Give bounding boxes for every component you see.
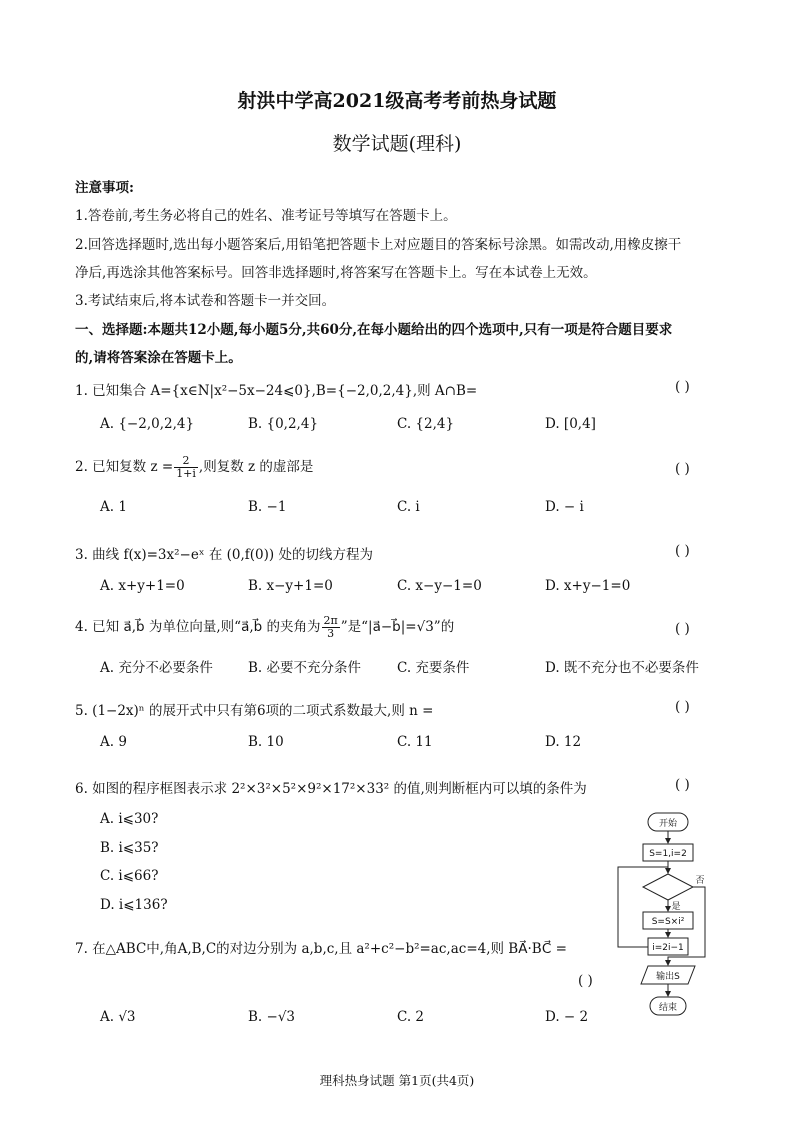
notice-heading: 注意事项:	[75, 180, 134, 196]
notice-item: 2.回答选择题时,选出每小题答案后,用铅笔把答题卡上对应题目的答案标号涂黑。如需改动,用橡皮擦干	[75, 237, 682, 253]
page-footer: 理科热身试题 第1页(共4页)	[319, 1073, 475, 1088]
flowchart-update-i-label: i=2i−1	[652, 943, 684, 953]
answer-paren: ( )	[675, 543, 690, 559]
option-a: A. 充分不必要条件	[100, 660, 213, 676]
notice-item: 净后,再选涂其他答案标号。回答非选择题时,将答案写在答题卡上。写在本试卷上无效。	[75, 265, 597, 281]
flowchart-start-label: 开始	[658, 819, 678, 829]
question-3-stem: 3. 曲线 f(x)=3x²−eˣ 在 (0,f(0)) 处的切线方程为	[75, 547, 373, 563]
notice-item: 3.考试结束后,将本试卷和答题卡一并交回。	[75, 293, 336, 309]
section-heading-cont: 的,请将答案涂在答题卡上。	[75, 350, 242, 366]
exam-title: 射洪中学高2021级高考考前热身试题	[237, 90, 557, 112]
answer-paren: ( )	[578, 973, 593, 989]
stem-text: ”是“|a⃗−b⃗|=√3”的	[340, 619, 455, 635]
answer-paren: ( )	[675, 621, 690, 637]
option-b: B. i⩽35?	[100, 840, 159, 856]
option-a: A. 1	[100, 499, 127, 515]
option-d: D. i⩽136?	[100, 897, 168, 913]
flowchart-yes-label: 是	[671, 902, 681, 912]
question-4-stem	[75, 615, 454, 640]
option-d: D. − i	[545, 499, 584, 515]
option-c: C. 11	[397, 734, 433, 750]
option-c: C. i	[397, 499, 420, 515]
question-6-stem: 6. 如图的程序框图表示求 2²×3²×5²×9²×17²×33² 的值,则判断框内可以填的条件为	[75, 781, 587, 797]
option-b: B. x−y+1=0	[248, 578, 333, 594]
question-7-stem: 7. 在△ABC中,角A,B,C的对边分别为 a,b,c,且 a²+c²−b²=ac,ac=4,则 BA⃗·BC⃗ =	[75, 941, 567, 957]
fraction	[322, 615, 340, 640]
fraction	[174, 455, 198, 480]
option-b: B. −1	[248, 499, 287, 515]
stem-text: 4. 已知 a⃗,b⃗ 为单位向量,则“a⃗,b⃗ 的夹角为	[75, 619, 321, 635]
question-1-stem: 1. 已知集合 A={x∈N|x²−5x−24⩽0},B={−2,0,2,4},则 A∩B=	[75, 383, 478, 399]
option-a: A. 9	[100, 734, 127, 750]
option-b: B. 必要不充分条件	[248, 660, 362, 676]
flowchart-output-label: 输出S	[656, 972, 680, 982]
flowchart-diagram	[610, 805, 720, 1025]
option-c: C. x−y−1=0	[397, 578, 482, 594]
exam-subtitle: 数学试题(理科)	[332, 133, 462, 155]
answer-paren: ( )	[675, 699, 690, 715]
option-a: A. x+y+1=0	[100, 578, 185, 594]
flowchart-decision	[643, 874, 693, 900]
question-2-stem	[75, 455, 313, 480]
answer-paren: ( )	[675, 777, 690, 793]
option-a: A. √3	[100, 1009, 136, 1025]
option-b: B. −√3	[248, 1009, 296, 1025]
fraction-numerator: 2π	[323, 614, 338, 627]
flowchart-no-label: 否	[695, 876, 705, 886]
stem-text: ,则复数 z 的虚部是	[198, 459, 314, 475]
option-c: C. {2,4}	[397, 416, 455, 432]
fraction-numerator: 2	[174, 455, 198, 468]
option-d: D. 12	[545, 734, 582, 750]
flowchart-end-label: 结束	[658, 1003, 678, 1013]
option-b: B. 10	[248, 734, 284, 750]
flowchart-init-label: S=1,i=2	[649, 849, 687, 859]
flowchart-update-s-label: S=S×i²	[651, 917, 685, 927]
option-c: C. i⩽66?	[100, 868, 159, 884]
stem-text: 2. 已知复数 z =	[75, 459, 174, 475]
option-d: D. 既不充分也不必要条件	[545, 660, 699, 676]
fraction-denominator: 3	[327, 627, 335, 640]
answer-paren: ( )	[675, 379, 690, 395]
notice-item: 1.答卷前,考生务必将自己的姓名、准考证号等填写在答题卡上。	[75, 208, 457, 224]
option-d: D. − 2	[545, 1009, 589, 1025]
option-a: A. i⩽30?	[100, 811, 159, 827]
option-d: D. x+y−1=0	[545, 578, 631, 594]
section-heading: 一、选择题:本题共12小题,每小题5分,共60分,在每小题给出的四个选项中,只有一项是符合题目要求	[75, 322, 673, 338]
question-5-stem: 5. (1−2x)ⁿ 的展开式中只有第6项的二项式系数最大,则 n =	[75, 703, 434, 719]
answer-paren: ( )	[675, 461, 690, 477]
option-c: C. 充要条件	[397, 660, 470, 676]
option-d: D. [0,4]	[545, 416, 596, 432]
fraction-denominator: 1+i	[176, 467, 196, 480]
option-c: C. 2	[397, 1009, 425, 1025]
option-a: A. {−2,0,2,4}	[100, 416, 195, 432]
option-b: B. {0,2,4}	[248, 416, 319, 432]
